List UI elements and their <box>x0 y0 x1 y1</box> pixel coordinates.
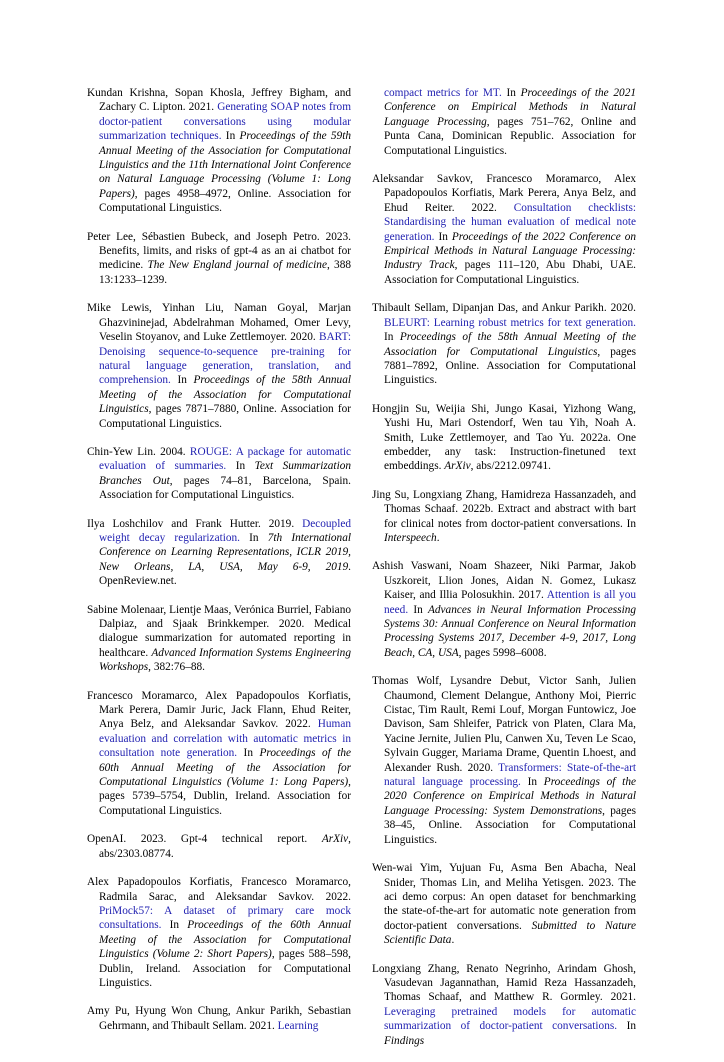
reference-text: , pages 588–598, Dublin, Ireland. Association for Computational Linguistics. <box>99 948 351 989</box>
reference-text: Thomas Wolf, Lysandre Debut, Victor Sanh, Julien Chaumond, Clement Delangue, Anthony Moi, Pierric Cistac, Tim Rault, Remi Louf, Morgan Funtowicz, Joe Davison, Sam Shleifer, Patrick von Platen, Clara Ma, Yacine Jernite, Julien Plu, Canwen Xu, Teven Le Scao, Sylvain Gugger, Mariama Drame, Quentin Lhoest, and Alexander Rush. 2020. <box>372 675 636 774</box>
reference-venue: Proceedings of the 2022 Conference on Empirical Methods in Natural Language Processing: Industry Track <box>384 230 636 272</box>
reference-link[interactable]: Learning <box>277 1019 319 1032</box>
reference-entry <box>87 517 351 589</box>
reference-venue: Proceedings of the 60th Annual Meeting of the Association for Computational Linguistics (Volume 2: Short Papers) <box>99 919 352 961</box>
reference-text: Aleksandar Savkov, Francesco Moramarco, Alex Papadopoulos Korfiatis, Mark Perera, Anya Belz, and Ehud Reiter. 2022. <box>372 173 636 214</box>
reference-text: Amy Pu, Hyung Won Chung, Ankur Parikh, Sebastian Gehrmann, and Thibault Sellam. 2021. <box>87 1005 351 1032</box>
reference-text: In <box>408 603 428 616</box>
reference-venue: Proceedings of the 58th Annual Meeting of the Association for Computational Linguistics <box>384 331 636 358</box>
reference-entry <box>372 301 636 387</box>
reference-entry <box>87 689 351 819</box>
reference-text: In <box>520 776 544 789</box>
reference-link[interactable]: Transformers: State-of-the-art natural language processing. <box>384 761 636 789</box>
reference-link[interactable]: Leveraging pretrained models for automatic summarization of doctor-patient conversations. <box>384 1005 636 1033</box>
reference-entry <box>372 861 636 947</box>
reference-text: , 382:76–88. <box>148 661 205 674</box>
reference-text: , pages 5998–6008. <box>458 646 547 659</box>
reference-entry <box>372 86 636 158</box>
reference-text: . <box>451 934 455 947</box>
reference-text: , pages 751–762, Online and Punta Cana, Dominican Republic. Association for Computational Linguistics. <box>384 115 637 157</box>
reference-entry <box>372 488 636 546</box>
reference-entry <box>372 402 636 474</box>
reference-text: In <box>161 919 188 932</box>
references-right-column <box>372 86 636 1062</box>
reference-text: . <box>436 531 440 544</box>
reference-text: In <box>240 531 268 544</box>
reference-link[interactable]: BLEURT: Learning robust metrics for text generation. <box>384 316 636 329</box>
reference-text: , abs/2212.09741. <box>470 460 551 473</box>
reference-venue: ArXiv <box>444 460 471 473</box>
reference-entry <box>372 172 636 287</box>
reference-text: , pages 4958–4972, Online. Association for Computational Linguistics. <box>99 187 351 215</box>
reference-text: In <box>501 87 521 99</box>
reference-link[interactable]: Generating SOAP notes from doctor-patient conversations using modular summarization techniques. <box>99 101 351 143</box>
reference-text: Wen-wai Yim, Yujuan Fu, Asma Ben Abacha, Neal Snider, Thomas Lin, and Meliha Yetisgen. 2023. The aci demo corpus: An open dataset for benchmarking the state-of-the-art for automatic note generation from doctor-patient conversations. <box>372 862 636 932</box>
reference-link[interactable]: Attention is all you need. <box>384 589 636 616</box>
reference-entry <box>87 832 351 861</box>
reference-entry <box>87 875 351 990</box>
reference-text: In <box>226 460 255 473</box>
reference-text: OpenAI. 2023. Gpt-4 technical report. <box>87 833 322 846</box>
reference-text: , abs/2303.08774. <box>99 833 351 860</box>
reference-text: Ilya Loshchilov and Frank Hutter. 2019. <box>87 517 303 530</box>
reference-text: Ashish Vaswani, Noam Shazeer, Niki Parmar, Jakob Uszkoreit, Llion Jones, Aidan N. Gomez, Lukasz Kaiser, and Illia Polosukhin. 2017. <box>372 560 636 602</box>
reference-venue: Advances in Neural Information Processing Systems 30: Annual Conference on Neural Information Processing Systems 2017, December 4-9, 2017, Long Beach, CA, USA <box>384 603 637 659</box>
reference-text: , pages 74–81, Barcelona, Spain. Association for Computational Linguistics. <box>99 474 351 502</box>
reference-text: Jing Su, Longxiang Zhang, Hamidreza Hassanzadeh, and Thomas Schaaf. 2022b. Extract and abstract with bart for clinical notes from doctor-patient conversations. In <box>372 488 636 530</box>
reference-text: , 388 13:1233–1239. <box>99 259 352 286</box>
reference-venue: Proceedings of the 2020 Conference on Empirical Methods in Natural Language Processing: System Demonstrations <box>384 776 636 817</box>
reference-venue: Findings <box>384 1034 425 1047</box>
reference-venue: ArXiv <box>321 833 349 846</box>
reference-text: , pages 5739–5754, Dublin, Ireland. Association for Computational Linguistics. <box>99 776 351 817</box>
reference-link[interactable]: Decoupled weight decay regularization. <box>99 517 351 544</box>
reference-link[interactable]: Consultation checklists: Standardising the human evaluation of medical note generation. <box>384 201 636 243</box>
reference-text: Kundan Krishna, Sopan Khosla, Jeffrey Bigham, and Zachary C. Lipton. 2021. <box>87 87 351 114</box>
reference-text: , pages 38–45, Online. Association for Computational Linguistics. <box>384 804 636 846</box>
reference-text: , pages 7881–7892, Online. Association for Computational Linguistics. <box>384 345 636 387</box>
reference-venue: Proceedings of the 60th Annual Meeting of the Association for Computational Linguistics (Volume 1: Long Papers) <box>99 747 351 789</box>
reference-text: . OpenReview.net. <box>99 560 351 588</box>
reference-text: In <box>170 374 194 387</box>
reference-text: In <box>237 747 260 760</box>
reference-venue: Proceedings of the 58th Annual Meeting of the Association for Computational Linguistics <box>99 374 351 416</box>
reference-link[interactable]: PriMock57: A dataset of primary care mock consultations. <box>99 904 351 932</box>
reference-link[interactable]: ROUGE: A package for automatic evaluation of summaries. <box>99 445 351 473</box>
reference-text: In <box>434 230 452 243</box>
reference-text: Thibault Sellam, Dipanjan Das, and Ankur Parikh. 2020. <box>372 302 636 315</box>
reference-text: Alex Papadopoulos Korfiatis, Francesco Moramarco, Radmila Sarac, and Aleksandar Savkov. 2022. <box>87 876 351 903</box>
reference-text: , pages 7871–7880, Online. Association for Computational Linguistics. <box>99 403 351 430</box>
reference-text: Francesco Moramarco, Alex Papadopoulos Korfiatis, Mark Perera, Damir Juric, Jack Flann, Ehud Reiter, Anya Belz, and Aleksandar Savkov. 2022. <box>87 689 351 731</box>
reference-link[interactable]: Human evaluation and correlation with automatic metrics in consultation note generation. <box>99 718 351 760</box>
reference-link[interactable]: BART: Denoising sequence-to-sequence pre-training for natural language generation, translation, and comprehension. <box>99 331 351 387</box>
reference-text: Hongjin Su, Weijia Shi, Jungo Kasai, Yizhong Wang, Yushi Hu, Mari Ostendorf, Wen tau Yih, Noah A. Smith, Luke Zettlemoyer, and Tao Yu. 2022a. One embedder, any task: Instruction-finetuned text embeddings. <box>372 402 636 473</box>
reference-venue: Text Summarization Branches Out <box>99 460 352 487</box>
reference-venue: Proceedings of the 2021 Conference on Empirical Methods in Natural Language Processing <box>384 87 636 128</box>
reference-entry <box>372 674 636 847</box>
references-left-column <box>87 86 351 1047</box>
reference-entry <box>87 445 351 503</box>
reference-entry <box>87 86 351 216</box>
reference-entry <box>87 1004 351 1033</box>
reference-text: , pages 111–120, Abu Dhabi, UAE. Association for Computational Linguistics. <box>384 259 636 286</box>
reference-venue: The New England journal of medicine <box>147 259 327 272</box>
reference-text: In <box>617 1020 636 1033</box>
reference-text: Sabine Molenaar, Lientje Maas, Verónica Burriel, Fabiano Dalpiaz, and Sjaak Brinkkemper. 2020. Medical dialogue summarization for automated reporting in healthcare. <box>87 603 351 659</box>
reference-venue: Submitted to Nature Scientific Data <box>384 919 636 947</box>
reference-entry <box>87 603 351 675</box>
reference-text: In <box>384 331 400 344</box>
reference-text: In <box>221 130 240 143</box>
reference-venue: 7th International Conference on Learning Representations, ICLR 2019, New Orleans, LA, USA, May 6-9, 2019 <box>99 531 351 573</box>
reference-text: Longxiang Zhang, Renato Negrinho, Arindam Ghosh, Vasudevan Jagannathan, Hamid Reza Hassanzadeh, Thomas Schaaf, and Matthew R. Gormley. 2021. <box>372 962 636 1004</box>
reference-entry <box>372 962 636 1048</box>
reference-text: Mike Lewis, Yinhan Liu, Naman Goyal, Marjan Ghazvininejad, Abdelrahman Mohamed, Omer Levy, Veselin Stoyanov, and Luke Zettlemoyer. 2020. <box>87 302 351 344</box>
reference-venue: Advanced Information Systems Engineering Workshops <box>99 646 351 674</box>
reference-entry <box>87 230 351 288</box>
reference-text: Chin-Yew Lin. 2004. <box>87 445 190 458</box>
reference-link[interactable]: compact metrics for MT. <box>384 87 502 99</box>
reference-entry <box>372 559 636 660</box>
reference-text: Peter Lee, Sébastien Bubeck, and Joseph Petro. 2023. Benefits, limits, and risks of gpt-4 as an ai chatbot for medicine. <box>87 230 351 272</box>
reference-entry <box>87 301 351 431</box>
reference-venue: Interspeech <box>384 531 437 544</box>
reference-venue: Proceedings of the 59th Annual Meeting of the Association for Computational Linguistics and the 11th International Joint Conference on Natural Language Processing (Volume 1: Long Papers) <box>99 130 351 200</box>
